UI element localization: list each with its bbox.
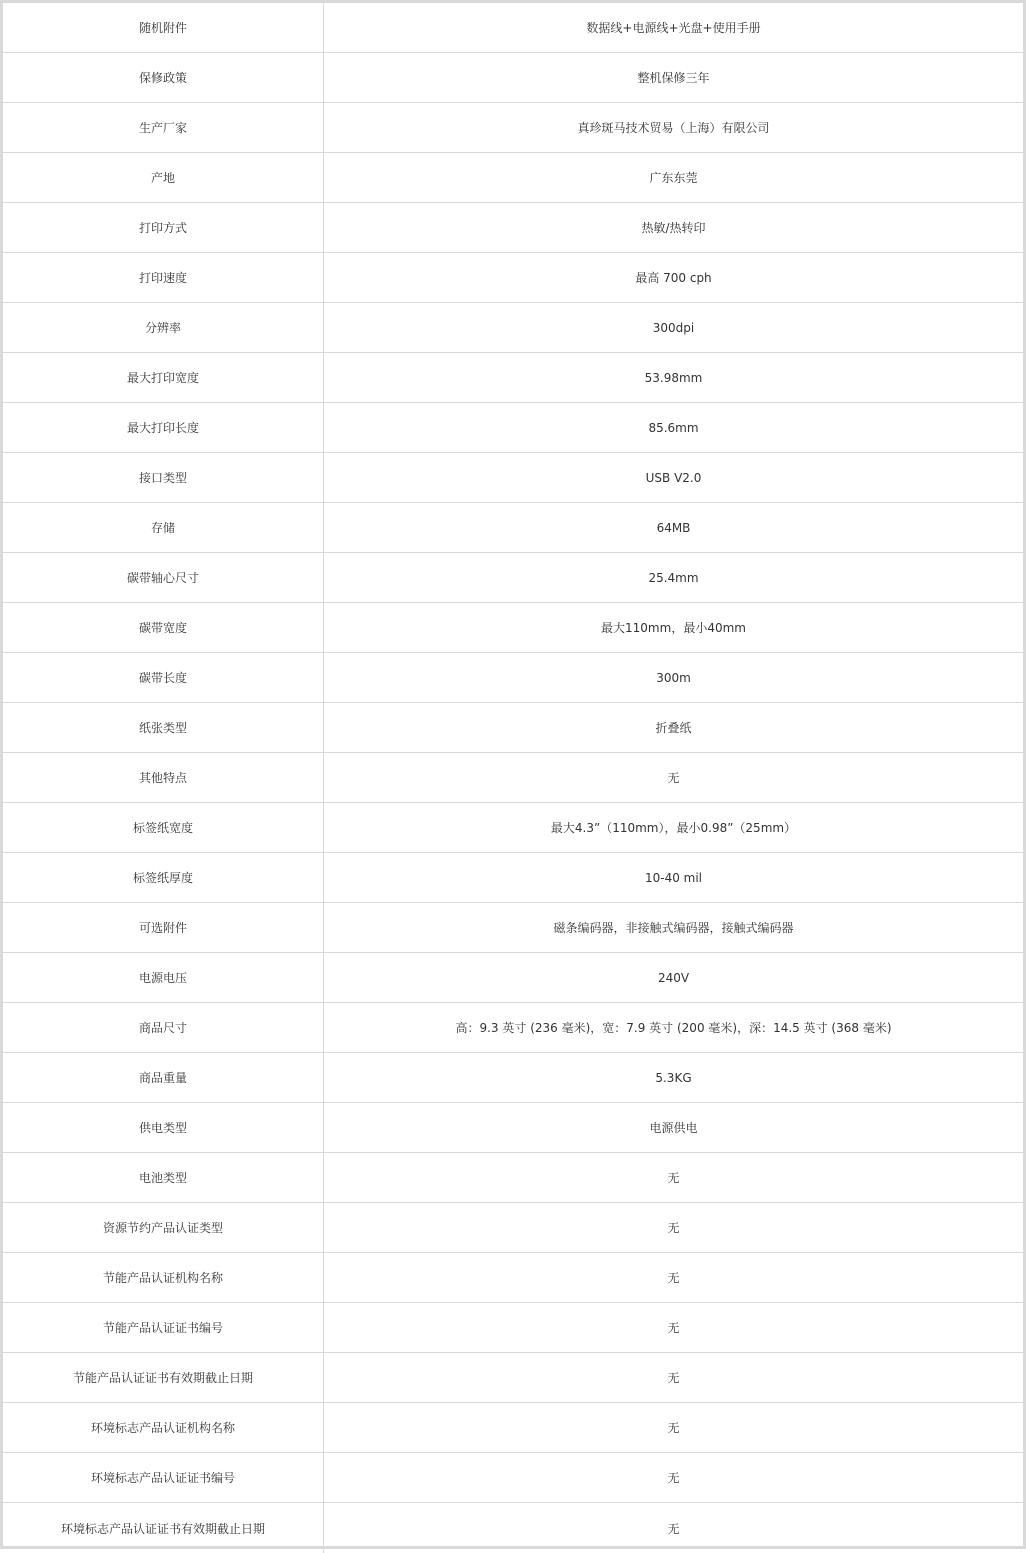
spec-value: 300dpi <box>652 320 695 335</box>
spec-row <box>3 1153 1023 1203</box>
spec-row <box>3 1353 1023 1403</box>
spec-value: 热敏/热转印 <box>641 221 706 235</box>
spec-row <box>3 753 1023 803</box>
spec-row <box>3 1403 1023 1453</box>
spec-label: 环境标志产品认证机构名称 <box>3 1403 324 1452</box>
spec-row <box>3 1103 1023 1153</box>
spec-value: 数据线+电源线+光盘+使用手册 <box>586 21 761 35</box>
spec-value: 无 <box>667 1271 680 1285</box>
spec-value: 电源供电 <box>649 1121 698 1135</box>
spec-row <box>3 303 1023 353</box>
spec-row <box>3 703 1023 753</box>
spec-row <box>3 1253 1023 1303</box>
spec-row <box>3 803 1023 853</box>
spec-value: 64MB <box>656 520 691 535</box>
spec-label: 碳带长度 <box>3 653 324 702</box>
spec-value: 整机保修三年 <box>637 71 710 85</box>
spec-value: 最大4.3”（110mm），最小0.98”（25mm） <box>550 821 797 835</box>
spec-value: 5.3KG <box>655 1070 692 1085</box>
spec-value: 无 <box>667 1521 680 1536</box>
spec-value: 300m <box>656 670 691 685</box>
spec-value: 53.98mm <box>644 370 703 385</box>
spec-value: 无 <box>667 1221 680 1235</box>
spec-value: 25.4mm <box>648 570 699 585</box>
spec-row <box>3 903 1023 953</box>
spec-row <box>3 1453 1023 1503</box>
spec-label: 生产厂家 <box>3 103 324 152</box>
spec-value: 无 <box>667 1321 680 1335</box>
spec-value: 磁条编码器，非接触式编码器，接触式编码器 <box>553 921 794 935</box>
spec-row <box>3 1053 1023 1103</box>
spec-value: 无 <box>667 1371 680 1385</box>
spec-value: 无 <box>667 1421 680 1435</box>
spec-label: 最大打印宽度 <box>3 353 324 402</box>
spec-value: 最高 700 cph <box>635 271 712 285</box>
spec-value: USB V2.0 <box>645 470 702 485</box>
spec-label: 标签纸宽度 <box>3 803 324 852</box>
spec-value: 无 <box>667 771 680 785</box>
spec-value: 真珍斑马技术贸易（上海）有限公司 <box>577 121 770 135</box>
spec-row <box>3 1003 1023 1053</box>
spec-value: 最大110mm，最小40mm <box>601 621 746 635</box>
spec-row <box>3 53 1023 103</box>
spec-label: 打印速度 <box>3 253 324 302</box>
spec-label: 产地 <box>3 153 324 202</box>
spec-row <box>3 353 1023 403</box>
spec-label: 标签纸厚度 <box>3 853 324 902</box>
spec-value: 折叠纸 <box>655 721 692 735</box>
spec-row <box>3 203 1023 253</box>
spec-label: 电池类型 <box>3 1153 324 1202</box>
spec-label: 最大打印长度 <box>3 403 324 452</box>
spec-row <box>3 253 1023 303</box>
spec-row <box>3 503 1023 553</box>
spec-value: 240V <box>657 970 690 985</box>
spec-label: 商品尺寸 <box>3 1003 324 1052</box>
spec-label: 纸张类型 <box>3 703 324 752</box>
spec-label: 随机附件 <box>3 3 324 52</box>
spec-label: 碳带宽度 <box>3 603 324 652</box>
spec-row <box>3 1203 1023 1253</box>
spec-row <box>3 1503 1023 1553</box>
spec-row <box>3 153 1023 203</box>
spec-value: 无 <box>667 1171 680 1185</box>
spec-row <box>3 453 1023 503</box>
spec-row <box>3 603 1023 653</box>
spec-label: 商品重量 <box>3 1053 324 1102</box>
spec-value: 广东东莞 <box>649 171 698 185</box>
spec-value: 10-40 mil <box>644 870 703 885</box>
spec-value: 高：9.3 英寸 (236 毫米)，宽：7.9 英寸 (200 毫米)，深：14.5 英寸 (368 毫米) <box>455 1021 892 1035</box>
spec-value: 无 <box>667 1471 680 1485</box>
spec-row <box>3 1303 1023 1353</box>
spec-row <box>3 403 1023 453</box>
spec-label: 供电类型 <box>3 1103 324 1152</box>
spec-value: 85.6mm <box>648 420 699 435</box>
spec-label: 接口类型 <box>3 453 324 502</box>
spec-label: 打印方式 <box>3 203 324 252</box>
spec-label: 可选附件 <box>3 903 324 952</box>
spec-label: 电源电压 <box>3 953 324 1002</box>
spec-label: 环境标志产品认证证书编号 <box>3 1453 324 1502</box>
spec-row <box>3 3 1023 53</box>
spec-row <box>3 853 1023 903</box>
spec-label: 节能产品认证证书有效期截止日期 <box>3 1353 324 1402</box>
spec-label: 其他特点 <box>3 753 324 802</box>
spec-label: 节能产品认证机构名称 <box>3 1253 324 1302</box>
spec-label: 节能产品认证证书编号 <box>3 1303 324 1352</box>
spec-row <box>3 653 1023 703</box>
spec-label: 分辨率 <box>3 303 324 352</box>
spec-row <box>3 953 1023 1003</box>
spec-row <box>3 103 1023 153</box>
spec-label: 环境标志产品认证证书有效期截止日期 <box>3 1503 324 1553</box>
spec-label: 保修政策 <box>3 53 324 102</box>
spec-row <box>3 553 1023 603</box>
spec-label: 碳带轴心尺寸 <box>3 553 324 602</box>
spec-label: 资源节约产品认证类型 <box>3 1203 324 1252</box>
spec-label: 存储 <box>3 503 324 552</box>
